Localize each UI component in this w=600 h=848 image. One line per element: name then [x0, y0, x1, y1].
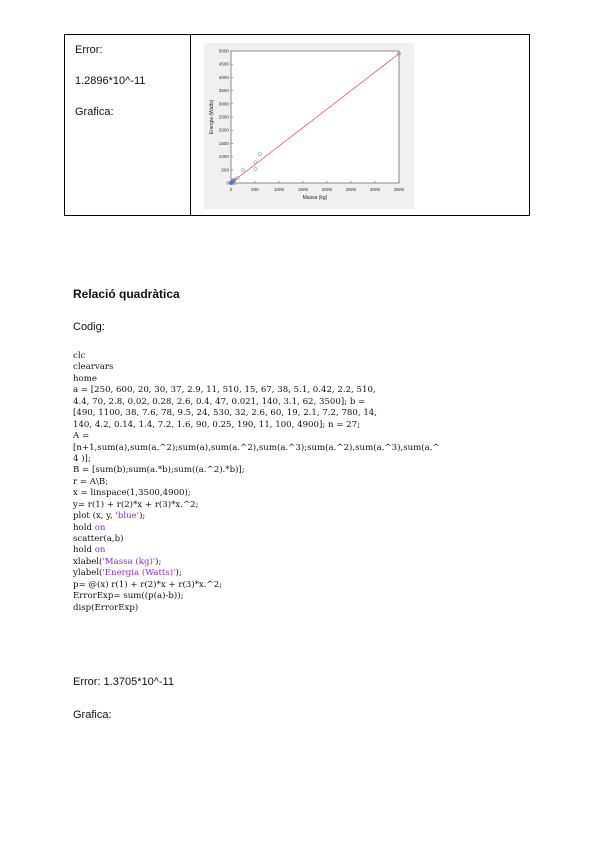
code-text: hold	[73, 545, 95, 556]
code-text: a = [250, 600, 20, 30, 37, 2.9, 11, 510, 15, 67, 38, 5.1, 0.42, 2.2, 510,	[73, 385, 376, 396]
code-line	[73, 374, 440, 385]
code-line	[73, 557, 440, 568]
code-line	[73, 488, 440, 499]
code-line	[73, 351, 440, 362]
y-tick-label: 2500	[218, 114, 229, 120]
x-tick-label: 500	[251, 187, 259, 192]
code-line	[73, 443, 440, 454]
codig-label: Codig:	[73, 321, 105, 333]
error-value: 1.2896*10^-11	[75, 75, 146, 87]
code-text: p= @(x) r(1) + r(2)*x + r(3)*x.^2;	[73, 579, 223, 590]
code-line	[73, 465, 440, 476]
y-tick-label: 1500	[218, 140, 229, 146]
code-block	[73, 351, 440, 614]
y-tick-label: 4500	[218, 61, 229, 67]
y-tick-label: 2000	[218, 127, 229, 133]
y-tick-label: 3000	[218, 101, 229, 107]
code-text: B = [sum(b);sum(a.*b);sum((a.^2).*b)];	[73, 465, 245, 476]
code-line	[73, 591, 440, 602]
code-line	[73, 397, 440, 408]
x-tick-label: 3000	[369, 187, 381, 192]
code-line	[73, 523, 440, 534]
x-tick-label: 1000	[273, 187, 285, 192]
code-line	[73, 362, 440, 373]
code-string: 'blue'	[115, 511, 140, 522]
y-tick-label: 0	[226, 180, 229, 186]
code-string: 'Massa (kg)'	[102, 556, 156, 567]
code-line	[73, 408, 440, 419]
results-table	[64, 34, 530, 216]
code-text: 4.4, 70, 2.8, 0.02, 0.28, 2.6, 0.4, 47, 0.021, 140, 3.1, 62, 3500]; b =	[73, 396, 366, 407]
error-text: Error: 1.3705*10^-11	[73, 676, 174, 688]
x-tick-label: 2500	[345, 187, 357, 192]
code-text: xlabel(	[73, 556, 103, 567]
x-tick-label: 2000	[321, 187, 333, 192]
code-text: scatter(a,b)	[73, 534, 124, 544]
code-text: clearvars	[73, 362, 114, 373]
code-string: on	[94, 545, 106, 556]
code-text: disp(ErrorExp)	[73, 602, 139, 613]
code-line	[73, 477, 440, 488]
code-line	[73, 385, 440, 396]
error-label: Error:	[75, 44, 103, 56]
code-line	[73, 603, 440, 614]
code-line	[73, 534, 440, 545]
code-text: home	[73, 373, 97, 384]
x-tick-label: 3500	[393, 187, 405, 192]
code-line	[73, 454, 440, 465]
code-line	[73, 580, 440, 591]
code-line	[73, 420, 440, 431]
code-text: [n+1,sum(a),sum(a.^2);sum(a),sum(a.^2),sum(a.^3);sum(a.^2),sum(a.^3),sum(a.^	[73, 442, 440, 453]
grafica-label: Grafica:	[75, 106, 114, 118]
code-text: y= r(1) + r(2)*x + r(3)*x.^2;	[73, 499, 199, 510]
code-line	[73, 511, 440, 522]
y-tick-label: 1000	[218, 154, 229, 160]
code-line	[73, 568, 440, 579]
code-string: 'Energia (Watts)'	[102, 568, 176, 579]
code-text: A =	[73, 431, 90, 442]
code-text: x = linspace(1,3500,4900);	[73, 488, 191, 499]
y-tick-label: 5000	[218, 48, 229, 54]
code-text: plot (x, y,	[73, 511, 116, 522]
chart-figure	[204, 43, 414, 209]
code-line	[73, 431, 440, 442]
scatter-chart	[204, 43, 414, 209]
code-text: 140, 4.2, 0.14, 1.4, 7.2, 1.6, 90, 0.25, 190, 11, 100, 4900]; n = 27;	[73, 419, 360, 430]
code-text: );	[175, 568, 182, 579]
code-text: clc	[73, 351, 86, 361]
table-divider	[190, 35, 191, 215]
code-text: hold	[73, 522, 95, 533]
code-string: on	[94, 522, 106, 533]
y-axis-label: Energia (Watts)	[209, 99, 215, 135]
y-tick-label: 3500	[218, 88, 229, 94]
code-text: );	[155, 556, 162, 567]
code-text: 4 )];	[73, 453, 91, 464]
code-text: );	[139, 511, 146, 522]
y-tick-label: 500	[221, 167, 229, 173]
x-tick-label: 1500	[297, 187, 309, 192]
section-title: Relació quadràtica	[73, 287, 180, 301]
grafica-label-2: Grafica:	[73, 709, 112, 721]
y-tick-label: 4000	[218, 74, 229, 80]
code-line	[73, 545, 440, 556]
code-line	[73, 500, 440, 511]
x-axis-label: Massa (kg)	[302, 195, 328, 201]
code-text: ylabel(	[73, 568, 103, 579]
code-text: r = A\B;	[73, 476, 109, 487]
code-text: ErrorExp= sum((p(a)-b));	[73, 591, 184, 602]
x-tick-label: 0	[229, 187, 233, 192]
code-text: [490, 1100, 38, 7.6, 78, 9.5, 24, 530, 32, 2.6, 60, 19, 2.1, 7.2, 780, 14,	[73, 408, 377, 419]
